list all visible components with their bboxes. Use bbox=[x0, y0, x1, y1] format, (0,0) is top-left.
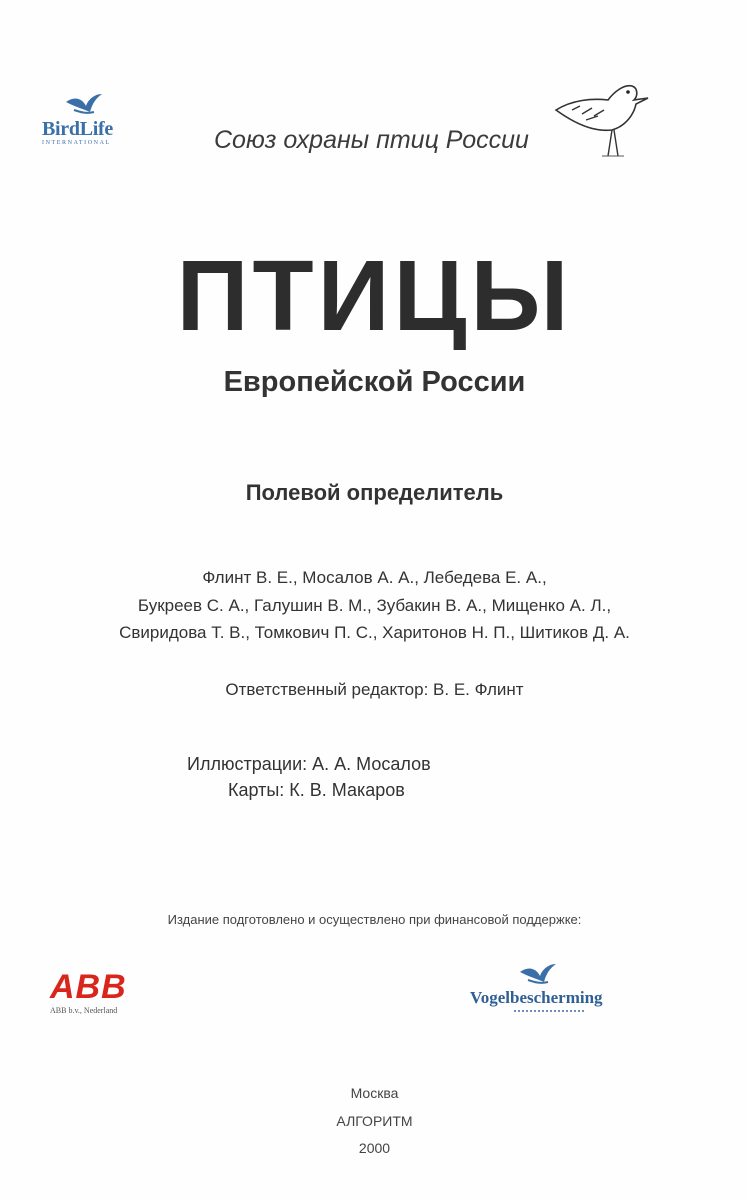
illustrations-credit: Иллюстрации: А. А. Мосалов bbox=[187, 754, 431, 774]
vogelbescherming-underline bbox=[514, 1010, 584, 1014]
support-note: Издание подготовлено и осуществлено при финансовой поддержке: bbox=[167, 912, 582, 927]
vogelbescherming-wordmark: Vogelbescherming bbox=[470, 988, 603, 1007]
imprint-publisher: АЛГОРИТМ bbox=[336, 1113, 413, 1129]
union-title: Союз охраны птиц России bbox=[214, 126, 529, 154]
birdlife-wordmark: BirdLife bbox=[42, 118, 113, 140]
guide-type: Полевой определитель bbox=[245, 480, 504, 505]
abb-logo bbox=[50, 970, 140, 1020]
authors-line-1: Флинт В. Е., Мосалов А. А., Лебедева Е. А., bbox=[202, 568, 547, 587]
imprint-year: 2000 bbox=[358, 1140, 391, 1156]
bird-icon bbox=[64, 92, 104, 118]
imprint-city: Москва bbox=[350, 1085, 399, 1101]
abb-mark: ABB bbox=[50, 968, 127, 1006]
maps-credit: Карты: К. В. Макаров bbox=[228, 780, 405, 800]
subtitle: Европейской России bbox=[223, 366, 526, 398]
bird-icon bbox=[518, 962, 558, 988]
editor: Ответственный редактор: В. Е. Флинт bbox=[225, 680, 524, 699]
vogelbescherming-logo bbox=[470, 962, 620, 1022]
authors-line-2: Букреев С. А., Галушин В. М., Зубакин В. А., Мищенко А. Л., bbox=[137, 596, 612, 615]
birdlife-subtext: INTERNATIONAL bbox=[42, 140, 111, 146]
authors-line-3: Свиридова Т. В., Томкович П. С., Харитонов Н. П., Шитиков Д. А. bbox=[119, 623, 630, 642]
wader-bird-icon bbox=[552, 70, 652, 162]
main-title: ПТИЦЫ bbox=[176, 240, 573, 352]
birdlife-logo bbox=[38, 92, 138, 152]
abb-caption: ABB b.v., Nederland bbox=[50, 1006, 118, 1015]
